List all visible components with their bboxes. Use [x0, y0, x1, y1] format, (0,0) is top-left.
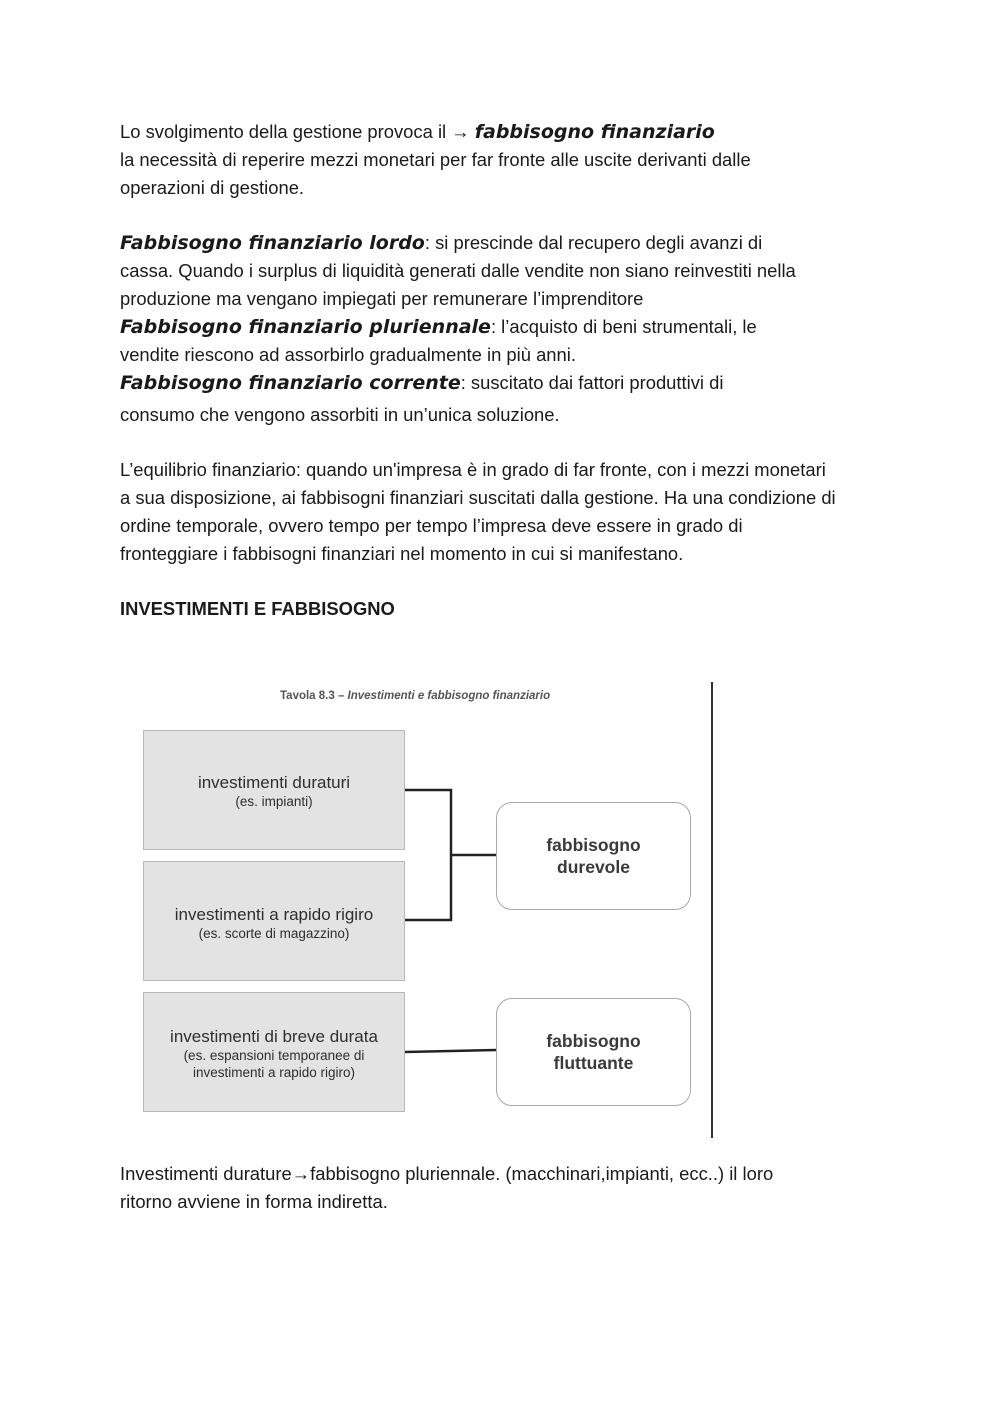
pluriennale-line-1 — [120, 313, 757, 341]
connector-durevole — [405, 790, 451, 920]
outcome-line-2: fluttuante — [553, 1053, 634, 1073]
section-heading: INVESTIMENTI E FABBISOGNO — [120, 598, 395, 619]
corrente-line-1 — [120, 369, 723, 397]
box-main-label: investimenti di breve durata — [170, 1027, 378, 1046]
closing-line-2: ritorno avviene in forma indiretta. — [120, 1191, 388, 1212]
outcome-line-2: durevole — [557, 857, 630, 877]
intro-line-3: operazioni di gestione. — [120, 177, 305, 198]
box-investimenti-breve-durata — [143, 992, 405, 1112]
pluriennale-text: : l’acquisto di beni strumentali, le — [490, 316, 757, 337]
equilibrio-line-3: ordine temporale, ovvero tempo per tempo l’impresa deve essere in grado di — [120, 515, 743, 536]
outcome-line-1: fabbisogno — [546, 835, 641, 855]
investimenti-figure — [120, 678, 720, 1140]
equilibrio-line-2: a sua disposizione, ai fabbisogni finanziari suscitati dalla gestione. Ha una condizione di — [120, 487, 836, 508]
equilibrio-line-1: L’equilibrio finanziario: quando un'impresa è in grado di far fronte, con i mezzi monetari — [120, 459, 826, 480]
outcome-fabbisogno-fluttuante — [496, 998, 691, 1106]
outcome-line-1: fabbisogno — [546, 1031, 641, 1051]
intro-text: Lo svolgimento della gestione provoca il → — [120, 121, 475, 142]
intro-line-2: la necessità di reperire mezzi monetari per far fronte alle uscite derivanti dalle — [120, 149, 751, 170]
connector-fluttuante — [405, 1050, 496, 1052]
box-sub-label: (es. espansioni temporanee di — [183, 1048, 365, 1063]
pluriennale-line-2: vendite riescono ad assorbirlo gradualmente in più anni. — [120, 344, 576, 365]
lordo-text: : si prescinde dal recupero degli avanzi di — [424, 232, 763, 253]
figure-title-prefix: Tavola 8.3 – — [280, 690, 348, 702]
closing-line-1: Investimenti durature→fabbisogno pluriennale. (macchinari,impianti, ecc..) il loro — [120, 1163, 774, 1184]
term-corrente: Fabbisogno finanziario corrente — [120, 372, 461, 394]
box-main-label: investimenti a rapido rigiro — [174, 905, 374, 924]
intro-line-1 — [120, 118, 715, 146]
term-fabbisogno-finanziario: fabbisogno finanziario — [474, 121, 715, 143]
box-sub-label: (es. scorte di magazzino) — [198, 926, 350, 941]
term-pluriennale: Fabbisogno finanziario pluriennale — [120, 316, 491, 338]
box-main-label: investimenti duraturi — [197, 773, 351, 792]
box-investimenti-durature — [143, 730, 405, 850]
box-sub-label: (es. impianti) — [235, 794, 313, 809]
term-lordo: Fabbisogno finanziario lordo — [120, 232, 425, 254]
equilibrio-line-4: fronteggiare i fabbisogni finanziari nel momento in cui si manifestano. — [120, 543, 684, 564]
figure-title-italic: Investimenti e fabbisogno finanziario — [347, 690, 551, 702]
lordo-line-2: cassa. Quando i surplus di liquidità generati dalle vendite non siano reinvestiti nella — [120, 260, 796, 281]
box-sub-label-2: investimenti a rapido rigiro) — [192, 1065, 356, 1080]
corrente-text: : suscitato dai fattori produttivi di — [460, 372, 724, 393]
corrente-line-2: consumo che vengono assorbiti in un’unica soluzione. — [120, 404, 560, 425]
lordo-line-3: produzione ma vengano impiegati per remunerare l’imprenditore — [120, 288, 644, 309]
outcome-fabbisogno-durevole — [496, 802, 691, 910]
box-investimenti-rapido-rigiro — [143, 861, 405, 981]
lordo-line-1 — [120, 229, 762, 257]
